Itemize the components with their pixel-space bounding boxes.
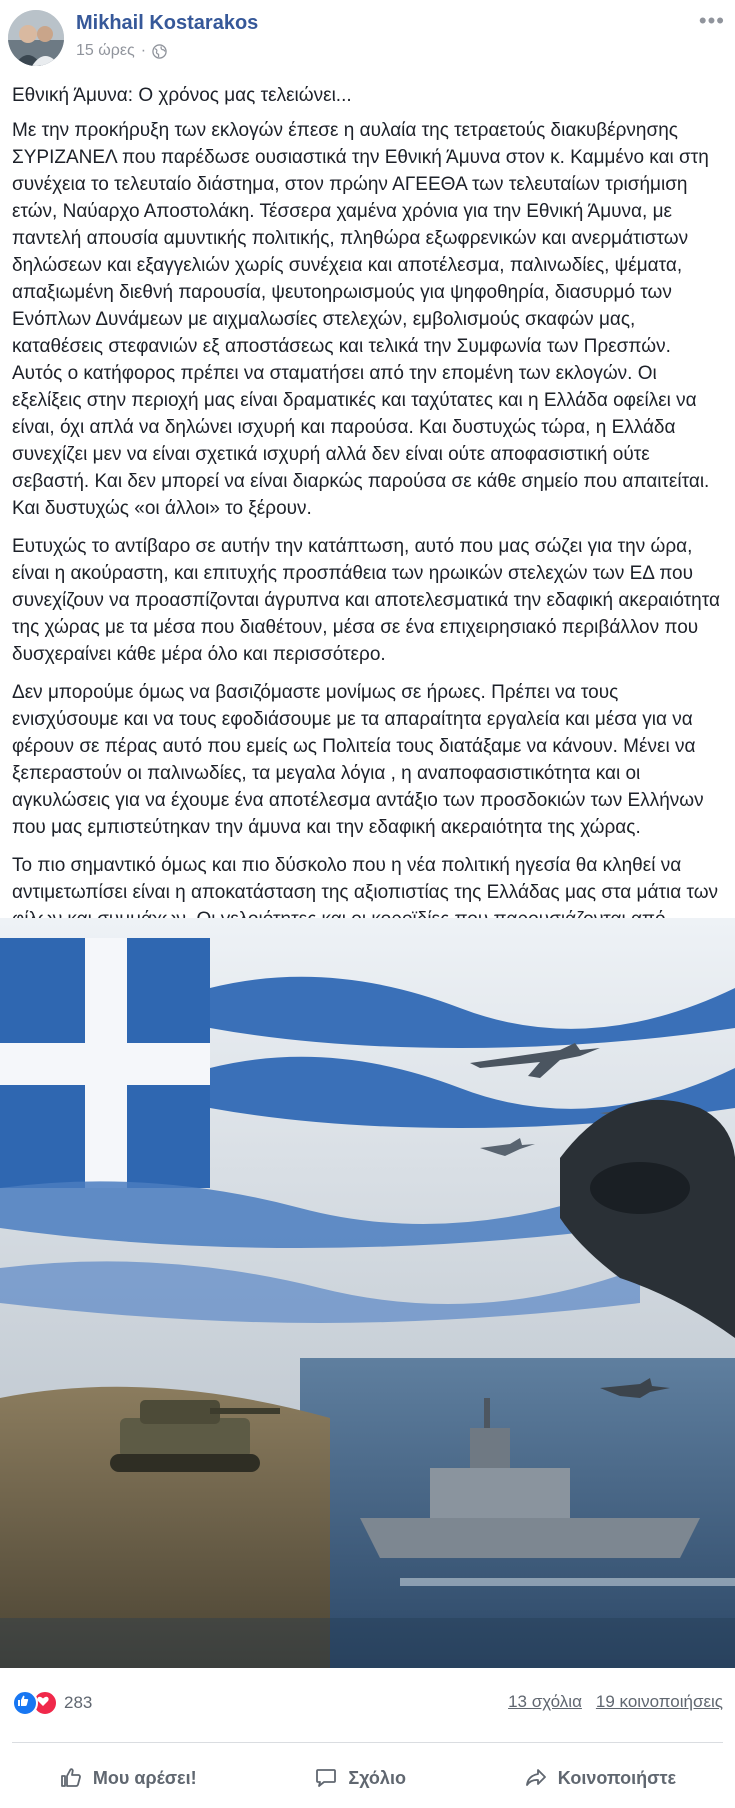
post-meta [76, 42, 167, 60]
post-paragraph: Με την προκήρυξη των εκλογών έπεσε η αυλαία της τετραετούς διακυβέρνησης ΣΥΡΙΖΑΝΕΛ που παρέδωσε ουσιαστικά την Εθνική Άμυνα στον κ. Καμμένο και στη συνέχεια το τελευταίο διάστημα, στον πρώην ΑΓΕΕΘΑ των τελευταίων τρισήμιση ετών, Ναύαρχο Αποστολάκη. Τέσσερα χαμένα χρόνια για την Εθνική Άμυνα, με παντελή απουσία αμυντικής πολιτικής, πληθώρα εξωφρενικών και ανερμάτιστων δηλώσεων και εξαγγελιών χωρίς συνέχεια και αποτέλεσμα, παλινωδίες, ψέματα, απαξιωμένη διεθνή παρουσία, ψευτοηρωισμούς για ψηφοθηρία, διασυρμό των Ενόπλων Δυνάμεων με αιχμαλωσίες στελεχών, εμβολισμούς σκαφών μας, καταθέσεις στεφανιών εξ αποστάσεως και τελικά την Συμφωνία των Πρεσπών. Αυτός ο κατήφορος πρέπει να σταματήσει από την επομένη των εκλογών. Οι εξελίξεις στην περιοχή μας είναι δραματικές και ταχύτατες και η Ελλάδα οφείλει να είναι, όχι απλά να δηλώνει ισχυρή και παρούσα. Και δυστυχώς τώρα, η Ελλάδα συνεχίζει μεν να είναι σχετικά ισχυρή αλλά δεν είναι ούτε αποφασιστική ούτε σεβαστή. Και δεν μπορεί να είναι διαρκώς παρούσα σε κάθε σημείο που απαιτείται. Και δυστυχώς «οι άλλοι» το ξέρουν. [12, 120, 710, 519]
comments-count-link[interactable]: 13 σχόλια [508, 1692, 582, 1711]
like-button[interactable] [59, 1766, 197, 1790]
reactions-summary[interactable] [12, 1690, 92, 1716]
post-header [0, 0, 735, 72]
reaction-count: 283 [64, 1693, 93, 1712]
globe-icon[interactable] [152, 44, 167, 59]
author-name[interactable]: Mikhail Kostarakos [76, 12, 259, 34]
shares-count-link[interactable]: 19 κοινοποιήσεις [595, 1692, 723, 1711]
post-paragraph: Ευτυχώς το αντίβαρο σε αυτήν την κατάπτωση, αυτό που μας σώζει για την ώρα, είναι η ακούραστη, και επιτυχής προσπάθεια των ηρωικών στελεχών των ΕΔ που συνεχίζουν να προασπίζονται άγρυπνα και αποτελεσματικά την εδαφική ακεραιότητα της χώρας με τα μέσα που διαθέτουν, μέσα σε ένα επιχειρησιακό περιβάλλον που δυσχεραίνει κάθε μέρα όλο και περισσότερο. [12, 536, 720, 665]
military-collage-image [0, 918, 735, 1668]
comment-icon [314, 1766, 338, 1790]
engagement-counts [508, 1692, 723, 1712]
author-avatar[interactable] [8, 10, 64, 66]
actions-divider [12, 1742, 723, 1743]
thumbs-up-icon [59, 1766, 83, 1790]
comment-button[interactable] [314, 1766, 406, 1790]
post-actions [0, 1752, 735, 1804]
meta-separator: · [140, 42, 147, 59]
share-arrow-icon [524, 1766, 548, 1790]
post-timestamp[interactable]: 15 ώρες [76, 42, 135, 59]
like-icon [12, 1690, 38, 1716]
more-options-icon[interactable]: ••• [698, 8, 725, 33]
post-paragraph: Το πιο σημαντικό όμως και πιο δύσκολο που η νέα πολιτική ηγεσία θα κληθεί να αντιμετωπίσει είναι η αποκατάσταση της αξιοπιστίας της Ελλάδας μας στα μάτια των [12, 855, 719, 903]
avatar-photo [8, 10, 64, 66]
post-image[interactable] [0, 918, 735, 1668]
share-button[interactable] [524, 1766, 676, 1790]
comment-button-label: Σχόλιο [348, 1767, 406, 1788]
share-button-label: Κοινοποιήστε [557, 1767, 677, 1788]
like-icon-glyph [12, 1690, 34, 1712]
like-button-label: Μου αρέσει! [92, 1767, 197, 1788]
post-paragraph: Δεν μπορούμε όμως να βασιζόμαστε μονίμως σε ήρωες. Πρέπει να τους ενισχύσουμε και να τους εφοδιάσουμε με τα απαραίτητα εργαλεία και μέσα για να φέρουν σε πέρας αυτό που εμείς ως Πολιτεία τους διατάξαμε να κάνουν. Μένει να ξεπεραστούν οι παλινωδίες, τα μεγαλα λόγια , η αναποφασιστικότητα και οι αγκυλώσεις για να έχουμε ένα αποτέλεσμα αντάξιο των προσδοκιών των Ελλήνων που μας εμπιστεύτηκαν την άμυνα και την εδαφική ακεραιότητα της χώρας. [12, 682, 704, 838]
post-title: Εθνική Άμυνα: Ο χρόνος μας τελειώνει... [12, 85, 352, 106]
